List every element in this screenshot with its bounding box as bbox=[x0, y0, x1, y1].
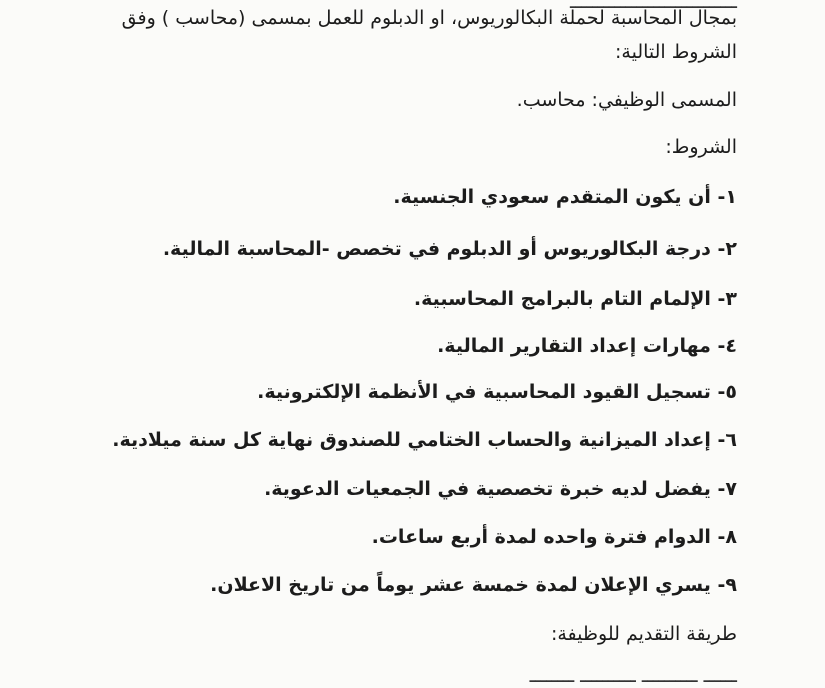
job-title: المسمى الوظيفي: محاسب. bbox=[516, 89, 737, 111]
conditions-heading: الشروط: bbox=[665, 136, 737, 158]
condition-item: ٤- مهارات إعداد التقارير المالية. bbox=[437, 335, 737, 357]
cut-off-top-line: ــــــــــــــــــــــــــــــ bbox=[570, 0, 737, 13]
condition-item: ١- أن يكون المتقدم سعودي الجنسية. bbox=[393, 186, 737, 208]
intro-line-1: بمجال المحاسبة لحملة البكالوريوس، او الدبلوم للعمل بمسمى (محاسب ) وفق bbox=[121, 7, 737, 29]
condition-item: ٨- الدوام فترة واحده لمدة أربع ساعات. bbox=[371, 526, 737, 548]
application-heading: طريقة التقديم للوظيفة: bbox=[550, 623, 737, 645]
condition-item: ٩- يسري الإعلان لمدة خمسة عشر يوماً من تاريخ الاعلان. bbox=[210, 574, 737, 596]
condition-item: ٥- تسجيل القيود المحاسبية في الأنظمة الإلكترونية. bbox=[257, 381, 737, 403]
condition-item: ٢- درجة البكالوريوس أو الدبلوم في تخصص -المحاسبة المالية. bbox=[162, 238, 737, 260]
cut-off-bottom-line: ــــــ ــــــــــ ــــــــــ ــــــــ bbox=[529, 665, 737, 687]
condition-item: ٦- إعداد الميزانية والحساب الختامي للصندوق نهاية كل سنة ميلادية. bbox=[112, 429, 737, 451]
intro-line-2: الشروط التالية: bbox=[615, 41, 737, 63]
condition-item: ٧- يفضل لديه خبرة تخصصية في الجمعيات الدعوية. bbox=[264, 478, 737, 500]
condition-item: ٣- الإلمام التام بالبرامج المحاسبية. bbox=[413, 288, 737, 310]
